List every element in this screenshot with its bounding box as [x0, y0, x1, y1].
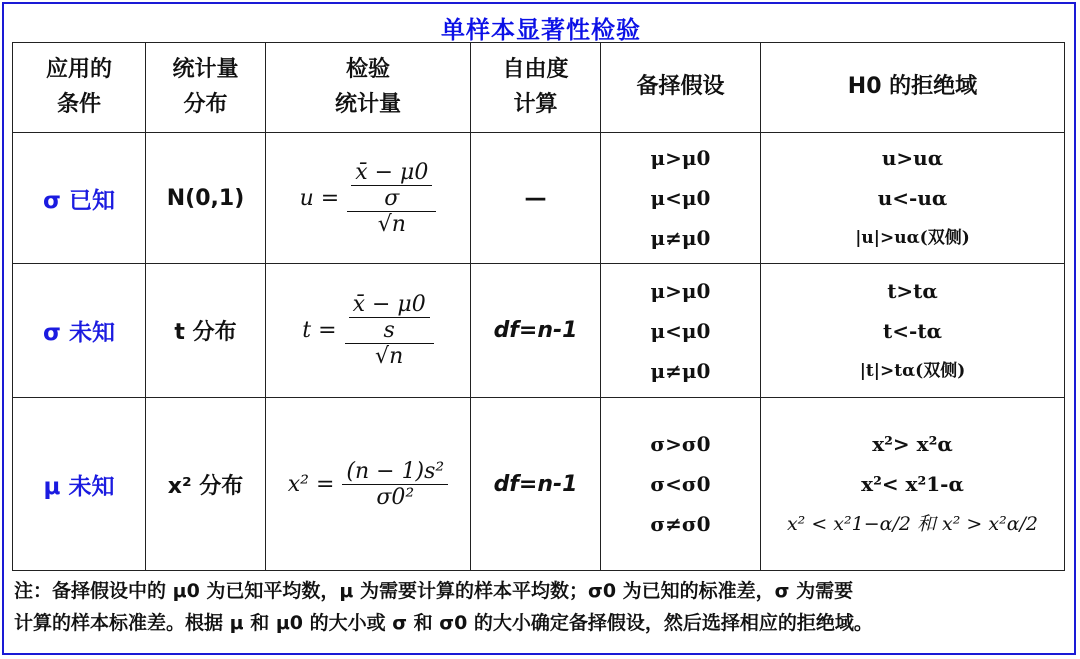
df-cell: df=n-1 — [471, 264, 601, 398]
formula-den: √n — [377, 211, 406, 237]
distribution-cell: N(0,1) — [146, 133, 266, 264]
page-title: 单样本显著性检验 — [441, 16, 641, 44]
distribution-cell: x² 分布 — [146, 398, 266, 571]
formula-lhs: x² = — [287, 471, 335, 497]
significance-test-table — [12, 42, 1065, 571]
rejection-cell: x²> x²α x²< x²1-α x² < x²1−α/2 和 x² > x²α/2 — [761, 398, 1065, 571]
formula-lhs: u = — [299, 185, 340, 211]
formula-num-bottom: σ — [384, 185, 400, 211]
formula-num: (n − 1)s² — [342, 459, 448, 485]
df-cell: df=n-1 — [471, 398, 601, 571]
statistic-formula — [266, 264, 471, 398]
statistic-formula — [266, 398, 471, 571]
header-distribution: 统计量 分布 — [146, 43, 266, 133]
condition-cell: σ 已知 — [13, 133, 146, 264]
rejection-cell: t>tα t<-tα |t|>tα(双侧) — [761, 264, 1065, 398]
formula-lhs: t = — [302, 318, 337, 343]
statistic-formula — [266, 133, 471, 264]
table-row — [13, 264, 1065, 398]
df-cell: — — [471, 133, 601, 264]
formula-num-top: x̄ − μ0 — [351, 160, 432, 186]
alternatives-cell: μ>μ0 μ<μ0 μ≠μ0 — [601, 264, 761, 398]
formula-den: √n — [375, 344, 404, 369]
alternatives-cell: σ>σ0 σ<σ0 σ≠σ0 — [601, 398, 761, 571]
formula-num-top: x̄ − μ0 — [349, 292, 430, 318]
rejection-cell: u>uα u<-uα |u|>uα(双侧) — [761, 133, 1065, 264]
footnote — [14, 575, 1064, 639]
header-condition: 应用的 条件 — [13, 43, 146, 133]
footnote-line: 注：备择假设中的 μ0 为已知平均数，μ 为需要计算的样本平均数；σ0 为已知的标准差，σ 为需要 — [14, 580, 854, 602]
footnote-line: 计算的样本标准差。根据 μ 和 μ0 的大小或 σ 和 σ0 的大小确定备择假设，然后选择相应的拒绝域。 — [14, 612, 873, 634]
formula-fraction — [345, 292, 434, 369]
formula-fraction — [347, 160, 436, 237]
header-df: 自由度 计算 — [471, 43, 601, 133]
header-statistic: 检验 统计量 — [266, 43, 471, 133]
alternatives-cell: μ>μ0 μ<μ0 μ≠μ0 — [601, 133, 761, 264]
formula-den: σ0² — [376, 484, 415, 510]
header-row — [13, 43, 1065, 133]
header-rejection: H0 的拒绝域 — [761, 43, 1065, 133]
header-alternative: 备择假设 — [601, 43, 761, 133]
condition-cell: σ 未知 — [13, 264, 146, 398]
formula-num-bottom: s — [383, 318, 395, 343]
table-row — [13, 398, 1065, 571]
formula-fraction — [342, 459, 448, 510]
distribution-cell: t 分布 — [146, 264, 266, 398]
condition-cell: μ 未知 — [13, 398, 146, 571]
table-row — [13, 133, 1065, 264]
